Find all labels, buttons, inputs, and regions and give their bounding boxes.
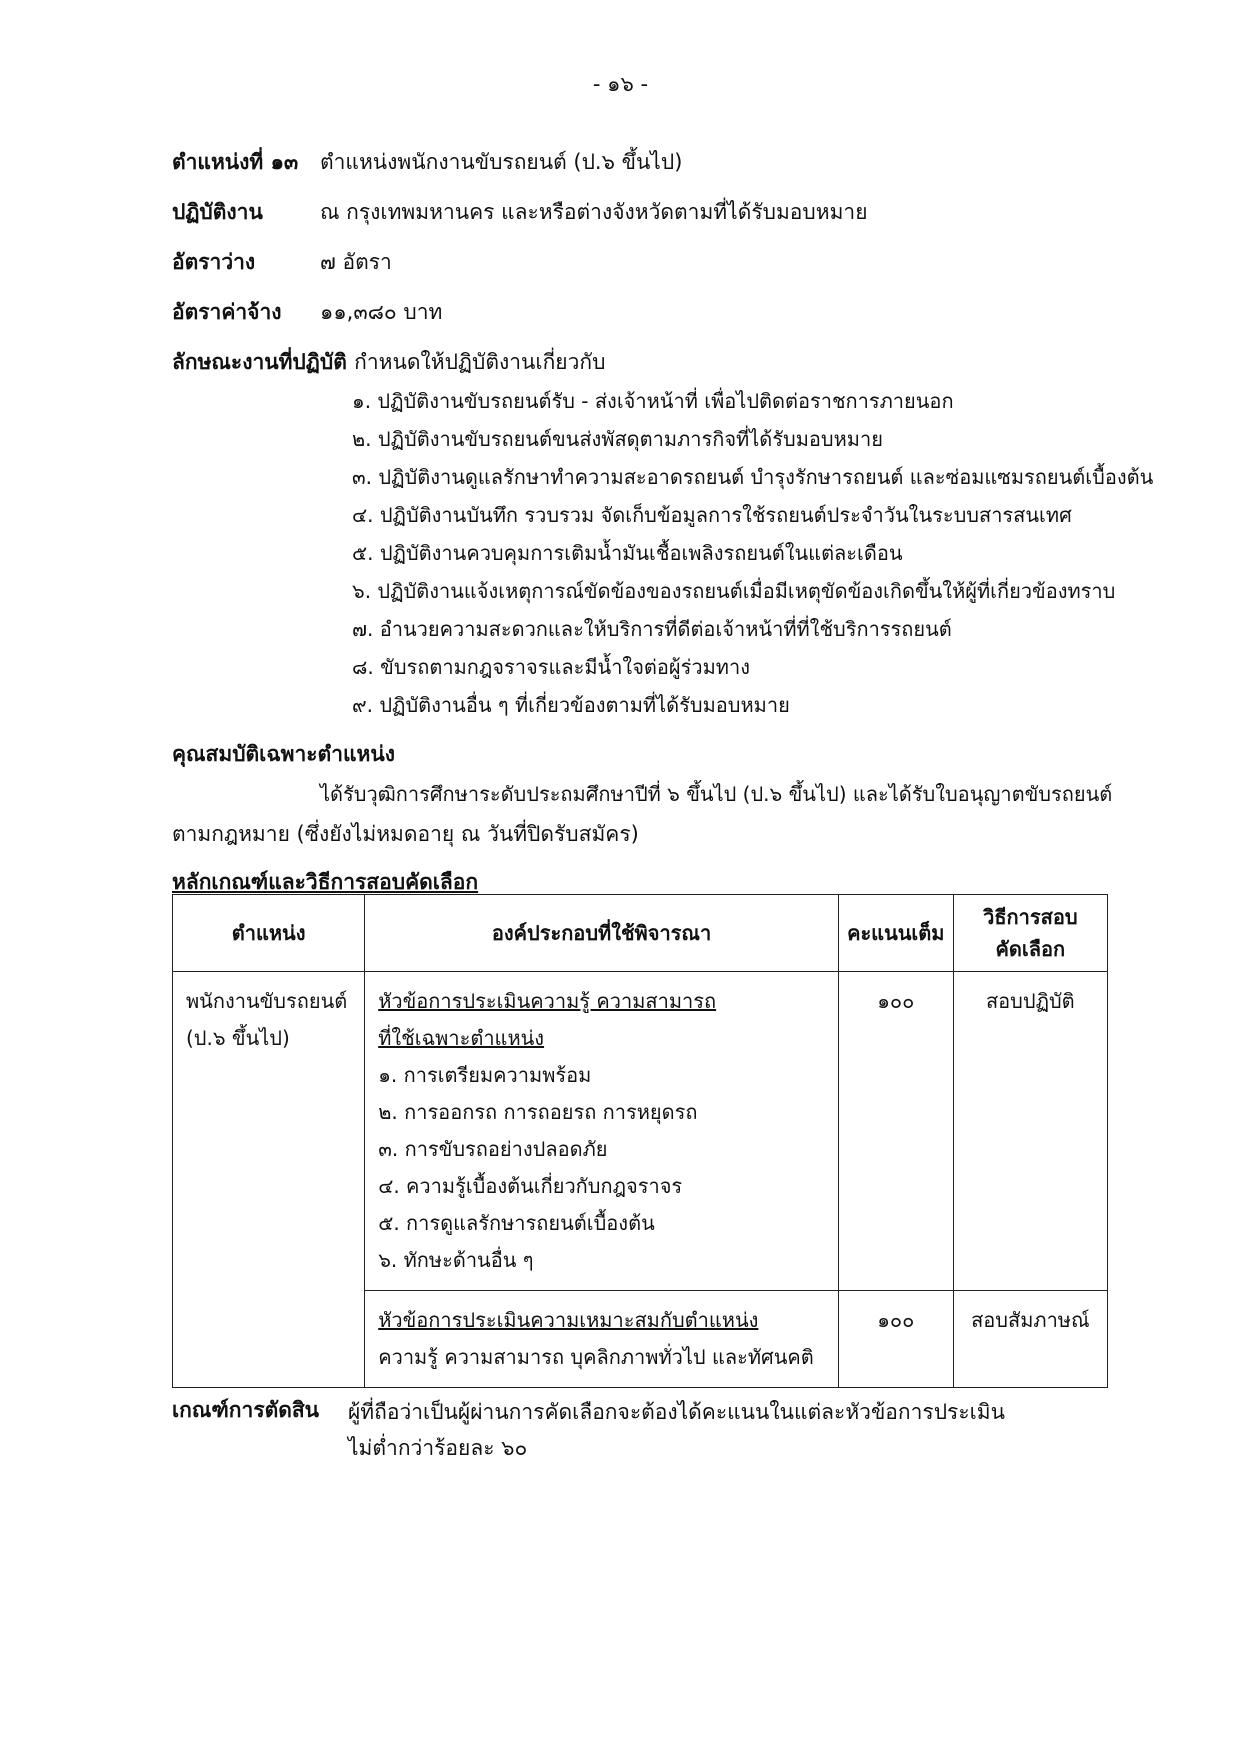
header-method-line-2: คัดเลือก	[995, 937, 1066, 961]
work-location-value: ณ กรุงเทพมหานคร และหรือต่างจังหวัดตามที่ได้รับมอบหมาย	[320, 200, 868, 224]
component-item: ๓. การขับรถอย่างปลอดภัย	[378, 1137, 608, 1161]
method-cell	[953, 1291, 1107, 1388]
duty-item: ๙. ปฏิบัติงานอื่น ๆ ที่เกี่ยวข้องตามที่ได้รับมอบหมาย	[352, 693, 790, 717]
duty-item: ๗. อำนวยความสะดวกและให้บริการที่ดีต่อเจ้าหน้าที่ที่ใช้บริการรถยนต์	[352, 617, 952, 641]
vacancies-label: อัตราว่าง	[172, 250, 256, 274]
position-cell-line-2: (ป.๖ ขึ้นไป)	[186, 1026, 290, 1050]
components-cell	[365, 1291, 839, 1388]
decision-text	[348, 1394, 1005, 1466]
exam-method-value: สอบปฏิบัติ	[985, 989, 1075, 1013]
header-method	[953, 895, 1107, 972]
header-method-line-1: วิธีการสอบ	[983, 905, 1078, 929]
component-item: ๕. การดูแลรักษารถยนต์เบื้องต้น	[378, 1211, 655, 1235]
wage-label: อัตราค่าจ้าง	[172, 300, 282, 324]
full-score-value: ๑๐๐	[877, 1308, 915, 1332]
qualifications-line-2: ตามกฎหมาย (ซึ่งยังไม่หมดอายุ ณ วันที่ปิดรับสมัคร)	[172, 822, 639, 846]
assessment-description: ความรู้ ความสามารถ บุคลิกภาพทั่วไป และทัศนคติ	[378, 1345, 814, 1369]
duty-item: ๘. ขับรถตามกฎจราจรและมีน้ำใจต่อผู้ร่วมทาง	[352, 655, 750, 679]
duty-item: ๒. ปฏิบัติงานขับรถยนต์ขนส่งพัสดุตามภารกิจที่ได้รับมอบหมาย	[352, 427, 883, 451]
work-location-label: ปฏิบัติงาน	[172, 200, 263, 224]
score-cell	[838, 1291, 953, 1388]
position-cell	[173, 972, 365, 1388]
wage-value: ๑๑,๓๘๐ บาท	[320, 300, 443, 324]
component-item: ๑. การเตรียมความพร้อม	[378, 1063, 592, 1087]
vacancies-value: ๗ อัตรา	[320, 250, 392, 274]
assessment-title-line-2: ที่ใช้เฉพาะตำแหน่ง	[378, 1026, 545, 1050]
criteria-header-row	[173, 895, 1108, 972]
duty-item: ๔. ปฏิบัติงานบันทึก รวบรวม จัดเก็บข้อมูลการใช้รถยนต์ประจำวันในระบบสารสนเทศ	[352, 503, 1072, 527]
assessment-title-line-1: หัวข้อการประเมินความเหมาะสมกับตำแหน่ง	[378, 1308, 759, 1332]
duties-label: ลักษณะงานที่ปฏิบัติ	[172, 350, 347, 374]
page-number: - ๑๖ -	[592, 72, 649, 96]
header-full-score: คะแนนเต็ม	[838, 895, 953, 972]
duty-item: ๓. ปฏิบัติงานดูแลรักษาทำความสะอาดรถยนต์ บำรุงรักษารถยนต์ และซ่อมแซมรถยนต์เบื้องต้น	[352, 465, 1154, 489]
duties-section	[172, 346, 605, 379]
full-score-value: ๑๐๐	[877, 989, 915, 1013]
exam-method-value: สอบสัมภาษณ์	[971, 1308, 1090, 1332]
position-cell-line-1: พนักงานขับรถยนต์	[186, 989, 348, 1013]
duty-item: ๕. ปฏิบัติงานควบคุมการเติมน้ำมันเชื้อเพลิงรถยนต์ในแต่ละเดือน	[352, 541, 903, 565]
decision-line-1: ผู้ที่ถือว่าเป็นผู้ผ่านการคัดเลือกจะต้องได้คะแนนในแต่ละหัวข้อการประเมิน	[348, 1400, 1005, 1424]
decision-label: เกณฑ์การตัดสิน	[172, 1398, 320, 1422]
score-cell	[838, 972, 953, 1291]
duties-list	[352, 382, 1153, 724]
duties-intro: กำหนดให้ปฏิบัติงานเกี่ยวกับ	[354, 350, 606, 374]
duty-item: ๖. ปฏิบัติงานแจ้งเหตุการณ์ขัดข้องของรถยนต์เมื่อมีเหตุขัดข้องเกิดขึ้นให้ผู้ที่เกี่ยวข้องทราบ	[352, 579, 1116, 603]
component-item: ๔. ความรู้เบื้องต้นเกี่ยวกับกฎจราจร	[378, 1174, 683, 1198]
component-item: ๒. การออกรถ การถอยรถ การหยุดรถ	[378, 1100, 698, 1124]
criteria-table	[172, 894, 1108, 1388]
header-position: ตำแหน่ง	[173, 895, 365, 972]
components-cell	[365, 972, 839, 1291]
position-title: ตำแหน่งพนักงานขับรถยนต์ (ป.๖ ขึ้นไป)	[320, 150, 683, 174]
header-components: องค์ประกอบที่ใช้พิจารณา	[365, 895, 839, 972]
position-number-label: ตำแหน่งที่ ๑๓	[172, 150, 299, 174]
assessment-title-line-1: หัวข้อการประเมินความรู้ ความสามารถ	[378, 989, 717, 1013]
decision-line-2: ไม่ต่ำกว่าร้อยละ ๖๐	[348, 1436, 528, 1460]
qualifications-heading: คุณสมบัติเฉพาะตำแหน่ง	[172, 742, 395, 766]
table-row	[173, 972, 1108, 1291]
component-item: ๖. ทักษะด้านอื่น ๆ	[378, 1248, 534, 1272]
qualifications-line-1: ได้รับวุฒิการศึกษาระดับประถมศึกษาปีที่ ๖ ขึ้นไป (ป.๖ ขึ้นไป) และได้รับใบอนุญาตขับรถยนต์	[320, 782, 1113, 806]
duty-item: ๑. ปฏิบัติงานขับรถยนต์รับ - ส่งเจ้าหน้าที่ เพื่อไปติดต่อราชการภายนอก	[352, 389, 954, 413]
method-cell	[953, 972, 1107, 1291]
criteria-heading: หลักเกณฑ์และวิธีการสอบคัดเลือก	[172, 870, 479, 894]
